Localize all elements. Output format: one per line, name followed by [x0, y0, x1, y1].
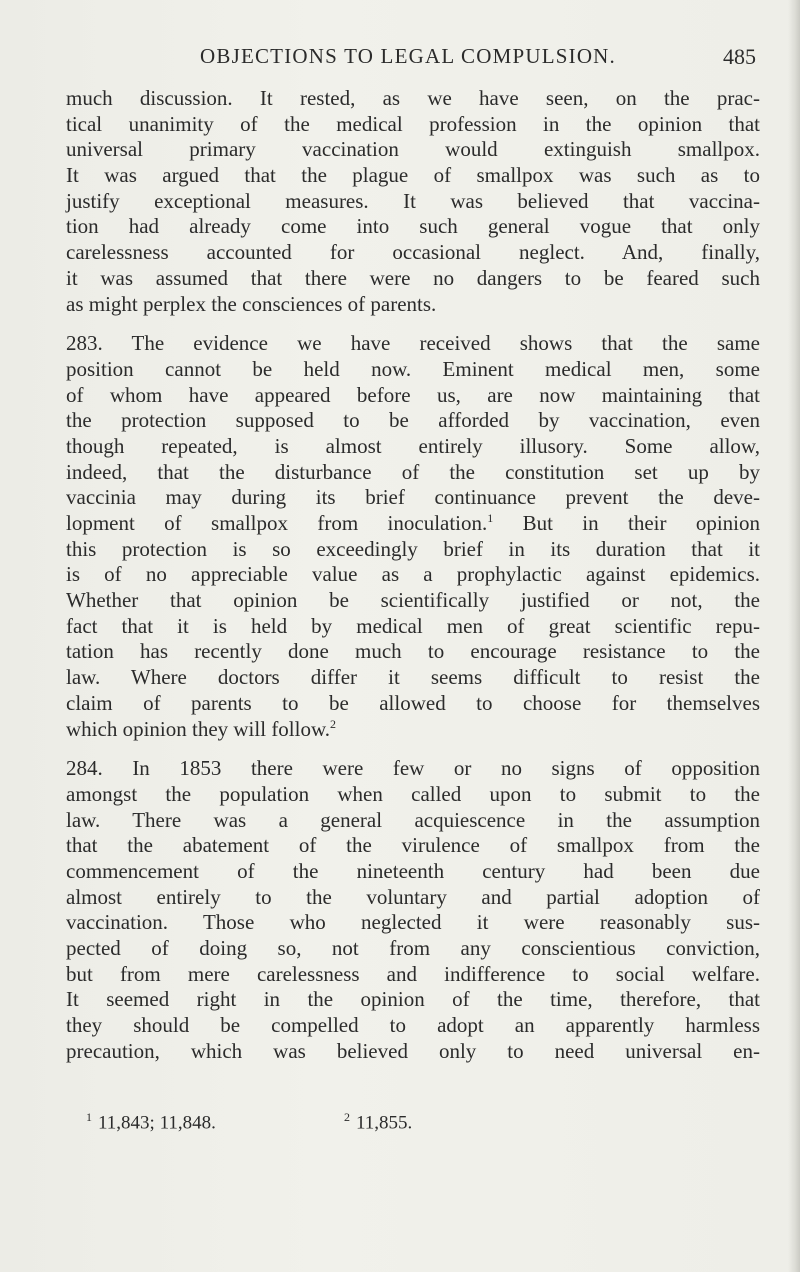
text-line: precaution, which was believed only to need universal en-	[66, 1038, 760, 1063]
text-line: commencement of the nineteenth century had been due	[66, 858, 760, 883]
footnote-ref-2: 2	[330, 716, 337, 731]
text-line: tical unanimity of the medical profession in the opinion that	[66, 111, 760, 136]
page-header	[66, 44, 756, 76]
text-line: position cannot be held now. Eminent medical men, some	[66, 356, 760, 381]
text-line: but from mere carelessness and indifference to social welfare.	[66, 961, 760, 986]
text-line: pected of doing so, not from any conscientious conviction,	[66, 936, 760, 960]
text-line: law. Where doctors differ it seems difficult to resist the	[66, 665, 760, 690]
text-line: this protection is so exceedingly brief in its duration that it	[66, 536, 760, 561]
body-text	[66, 86, 760, 1064]
text-line: fact that it is held by medical men of great scientific repu-	[66, 613, 760, 638]
text-line: is of no appreciable value as a prophylactic against epidemics.	[66, 562, 760, 587]
text-line: vaccination. Those who neglected it were reasonably sus-	[66, 910, 760, 935]
text-line: 284. In 1853 there were few or no signs of opposition	[66, 756, 760, 781]
text-line: they should be compelled to adopt an apparently harmless	[66, 1013, 760, 1038]
text-line: Whether that opinion be scientifically justified or not, the	[66, 588, 760, 613]
running-head: OBJECTIONS TO LEGAL COMPULSION.	[200, 44, 616, 68]
text-line: that the abatement of the virulence of smallpox from the	[66, 833, 760, 858]
paragraph-284	[66, 756, 760, 1064]
text-segment: which opinion they will follow.	[66, 716, 331, 741]
text-line: tation has recently done much to encourage resistance to the	[66, 639, 760, 664]
footnotes	[86, 1110, 686, 1140]
footnote-1	[86, 1110, 216, 1134]
text-line: vaccinia may during its brief continuance prevent the deve-	[66, 485, 760, 510]
paragraph-continuation	[66, 86, 760, 317]
text-line: tion had already come into such general vogue that only	[66, 214, 760, 239]
text-line: law. There was a general acquiescence in the assumption	[66, 807, 760, 832]
text-line: claim of parents to be allowed to choose for themselves	[66, 690, 760, 715]
text-segment: lopment of smallpox from inoculation.	[66, 511, 488, 535]
text-line: as might perplex the consciences of parents.	[66, 291, 437, 316]
text-line: of whom have appeared before us, are now maintaining that	[66, 382, 760, 407]
text-line: it was assumed that there were no dangers to be feared such	[66, 265, 760, 290]
footnote-mark: 2	[344, 1110, 350, 1124]
text-line: universal primary vaccination would extinguish smallpox.	[66, 137, 760, 162]
text-line: 283. The evidence we have received shows that the same	[66, 331, 760, 356]
footnote-2	[344, 1110, 412, 1134]
text-line: justify exceptional measures. It was believed that vaccina-	[66, 188, 760, 213]
page-number: 485	[723, 44, 756, 69]
text-line: indeed, that the disturbance of the constitution set up by	[66, 459, 760, 484]
page-gutter-shadow	[788, 0, 800, 1272]
text-line: amongst the population when called upon to submit to the	[66, 781, 760, 806]
text-line: much discussion. It rested, as we have seen, on the prac-	[66, 86, 760, 110]
text-line: though repeated, is almost entirely illusory. Some allow,	[66, 433, 760, 458]
text-segment: But in their opinion	[493, 511, 760, 535]
footnote-text: 11,855.	[356, 1112, 413, 1134]
text-line: almost entirely to the voluntary and partial adoption of	[66, 884, 760, 909]
text-line-with-footnote	[66, 511, 760, 537]
paragraph-283	[66, 331, 760, 742]
text-line: carelessness accounted for occasional neglect. And, finally,	[66, 240, 760, 265]
text-line: the protection supposed to be afforded by vaccination, even	[66, 408, 760, 433]
text-line: It was argued that the plague of smallpox was such as to	[66, 163, 760, 188]
footnote-mark: 1	[86, 1110, 92, 1124]
footnote-ref-1: 1	[487, 511, 494, 525]
footnote-text: 11,843; 11,848.	[98, 1112, 216, 1134]
text-line: It seemed right in the opinion of the time, therefore, that	[66, 987, 760, 1012]
text-line-with-footnote	[66, 717, 760, 743]
